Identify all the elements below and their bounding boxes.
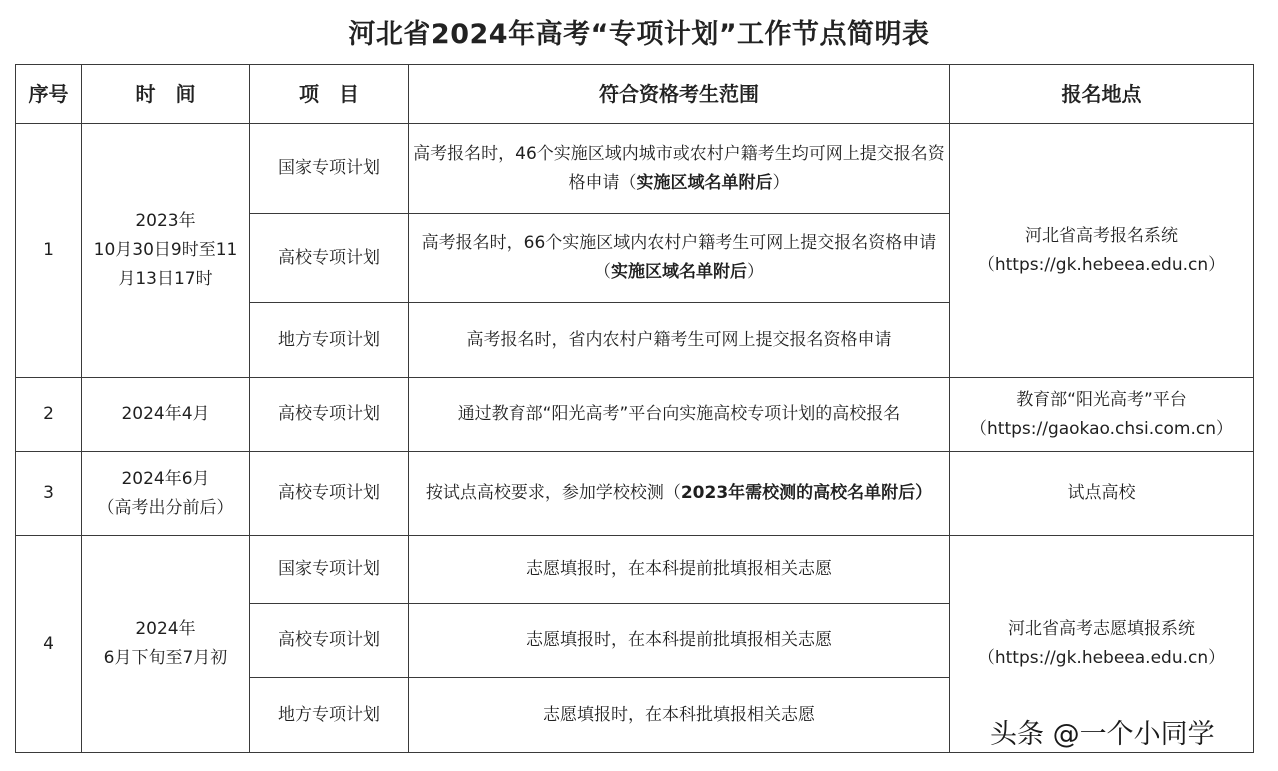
row-project: 高校专项计划 xyxy=(250,378,409,452)
time-line: 2023年 xyxy=(135,211,196,231)
time-line: （高考出分前后） xyxy=(97,497,234,518)
row-scope: 通过教育部“阳光高考”平台向实施高校专项计划的高校报名 xyxy=(409,378,950,452)
scope-bold-text: 实施区域名单附后 xyxy=(636,172,773,193)
scope-text: 高考报名时，46个实施区域内城市或农村户籍考生均可网上提交报名资格申请（ xyxy=(413,143,945,193)
scope-text: 按试点高校要求，参加学校校测（ xyxy=(425,483,681,503)
header-project: 项 目 xyxy=(250,65,409,124)
row-scope: 志愿填报时，在本科批填报相关志愿 xyxy=(409,678,950,753)
location-url: （https://gk.hebeea.edu.cn） xyxy=(977,648,1226,668)
row-project: 地方专项计划 xyxy=(250,678,409,753)
location-name: 教育部“阳光高考”平台 xyxy=(1016,389,1187,410)
table-row xyxy=(16,378,1254,452)
location-url: （https://gk.hebeea.edu.cn） xyxy=(977,254,1226,275)
row-project: 国家专项计划 xyxy=(250,124,409,214)
row-location: 试点高校 xyxy=(950,452,1254,536)
scope-text: 高考报名时，66个实施区域内农村户籍考生可网上提交报名资格申请（ xyxy=(421,233,937,282)
row-index: 4 xyxy=(16,536,82,753)
table-row xyxy=(16,452,1254,536)
row-scope xyxy=(409,452,950,536)
row-time xyxy=(82,124,250,378)
scope-bold-text: 实施区域名单附后 xyxy=(611,262,747,282)
scope-bold-text: 2023年需校测的高校名单附后 xyxy=(680,483,916,503)
header-index: 序号 xyxy=(16,65,82,124)
row-project: 高校专项计划 xyxy=(250,214,409,303)
row-scope xyxy=(409,214,950,303)
page-title: 河北省2024年高考“专项计划”工作节点简明表 xyxy=(348,19,930,50)
scope-tail-text: ） xyxy=(747,262,764,282)
row-time xyxy=(82,536,250,753)
time-line: 10月30日9时至11 xyxy=(93,240,238,260)
scope-tail-text: ） xyxy=(772,172,790,193)
time-line: 月13日17时 xyxy=(118,269,213,289)
row-scope xyxy=(409,124,950,214)
header-location: 报名地点 xyxy=(950,65,1254,124)
location-name: 河北省高考志愿填报系统 xyxy=(1008,619,1195,639)
row-project: 国家专项计划 xyxy=(250,536,409,604)
row-time: 2024年4月 xyxy=(82,378,250,452)
header-time: 时 间 xyxy=(82,65,250,124)
row-scope: 志愿填报时，在本科提前批填报相关志愿 xyxy=(409,604,950,678)
watermark: 头条 @一个小同学 xyxy=(990,719,1215,750)
row-scope: 志愿填报时，在本科提前批填报相关志愿 xyxy=(409,536,950,604)
row-index: 3 xyxy=(16,452,82,536)
table-row xyxy=(16,536,1254,604)
row-location xyxy=(950,378,1254,452)
row-project: 高校专项计划 xyxy=(250,452,409,536)
header-scope: 符合资格考生范围 xyxy=(409,65,950,124)
time-line: 2024年 xyxy=(135,619,196,639)
row-scope: 高考报名时，省内农村户籍考生可网上提交报名资格申请 xyxy=(409,303,950,378)
row-index: 1 xyxy=(16,124,82,378)
schedule-table xyxy=(15,64,1254,753)
time-line: 6月下旬至7月初 xyxy=(103,648,228,668)
row-index: 2 xyxy=(16,378,82,452)
location-name: 河北省高考报名系统 xyxy=(1025,225,1178,246)
header-row xyxy=(16,65,1254,124)
table-row xyxy=(16,124,1254,214)
time-line: 2024年6月 xyxy=(121,468,210,489)
scope-tail-text: ） xyxy=(915,483,933,503)
row-location xyxy=(950,124,1254,378)
row-time xyxy=(82,452,250,536)
row-project: 高校专项计划 xyxy=(250,604,409,678)
location-url: （https://gaokao.chsi.com.cn） xyxy=(970,418,1233,439)
row-project: 地方专项计划 xyxy=(250,303,409,378)
